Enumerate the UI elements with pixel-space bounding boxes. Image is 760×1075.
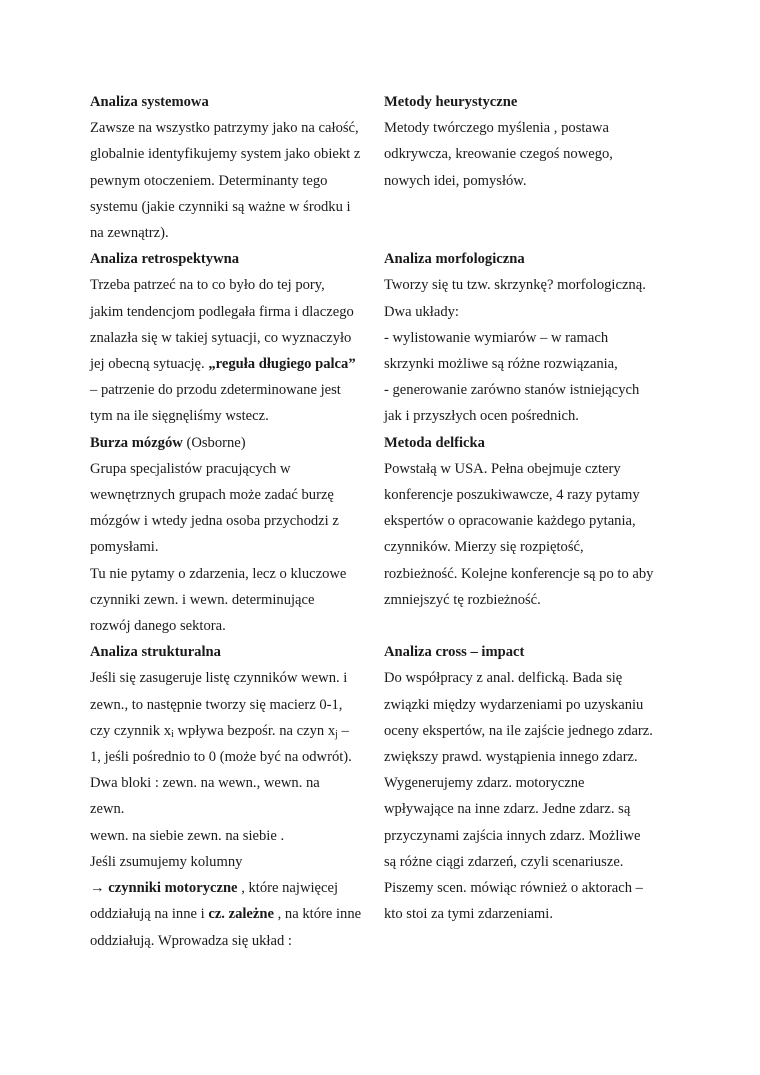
text-line: - generowanie zarówno stanów istniejących <box>384 382 640 399</box>
spacer <box>384 220 676 246</box>
text-line: związki między wydarzeniami po uzyskaniu <box>384 696 644 713</box>
text-line: konferencje poszukiwawcze, 4 razy pytamy <box>384 487 640 504</box>
text-line: Piszemy scen. mówiąc również o aktorach – <box>384 880 643 897</box>
left-column <box>90 89 382 954</box>
text-run: jej obecną sytuację. <box>90 356 209 373</box>
text-line: rozbieżność. Kolejne konferencje są po to aby <box>384 565 654 582</box>
section-analiza-strukturalna <box>90 639 382 953</box>
text-line: znalazła się w takiej sytuacji, co wyznaczyło <box>90 329 352 346</box>
text-line: czynniki zewn. i wewn. determinujące <box>90 591 315 608</box>
text-line: - wylistowanie wymiarów – w ramach <box>384 329 609 346</box>
section-heading: Analiza retrospektywna <box>90 251 240 268</box>
text-line <box>90 351 382 377</box>
text-line: czynników. Mierzy się rozpiętość, <box>384 539 584 556</box>
text-line: Dwa układy: <box>384 303 459 320</box>
bold-term: „reguła długiego palca” <box>208 356 356 373</box>
text-line: zewn. <box>90 801 125 818</box>
section-heading: Analiza cross – impact <box>384 644 525 661</box>
text-line: Grupa specjalistów pracujących w <box>90 460 291 477</box>
text-line <box>90 875 382 901</box>
text-line: jak i przyszłych ocen pośrednich. <box>384 408 579 425</box>
spacer <box>384 194 676 220</box>
text-line: pewnym otoczeniem. Determinanty tego <box>90 172 328 189</box>
text-line: wewn. na siebie zewn. na siebie . <box>90 827 285 844</box>
text-line: kto stoi za tymi zdarzeniami. <box>384 906 553 923</box>
section-heading: Analiza morfologiczna <box>384 251 525 268</box>
text-line: Jeśli zsumujemy kolumny <box>90 853 243 870</box>
section-metoda-delficka <box>384 430 676 640</box>
subscript-j: j <box>335 728 338 740</box>
text-line: jakim tendencjom podlegała firma i dlaczego <box>90 303 354 320</box>
text-line: mózgów i wtedy jedna osoba przychodzi z <box>90 513 339 530</box>
text-line: Trzeba patrzeć na to co było do tej pory, <box>90 277 325 294</box>
spacer <box>384 613 676 639</box>
text-line <box>90 901 382 927</box>
arrow-icon: → <box>90 880 105 897</box>
text-line: Wygenerujemy zdarz. motoryczne <box>384 775 585 792</box>
text-run: czy czynnik x <box>90 722 172 739</box>
text-line: ekspertów o opracowanie każdego pytania, <box>384 513 636 530</box>
section-heading <box>90 430 382 456</box>
section-heading: Analiza systemowa <box>90 94 209 110</box>
text-line: Do współpracy z anal. delficką. Bada się <box>384 670 623 687</box>
section-heading: Analiza strukturalna <box>90 644 221 661</box>
text-line: skrzynki możliwe są różne rozwiązania, <box>384 356 618 372</box>
text-line: na zewnątrz). <box>90 225 169 242</box>
text-line: pomysłami. <box>90 539 159 556</box>
text-line: 1, jeśli pośrednio to 0 (może być na odwrót). <box>90 749 352 766</box>
section-analiza-cross-impact <box>384 639 676 927</box>
section-analiza-retrospektywna <box>90 246 382 429</box>
subscript-i: i <box>171 728 174 740</box>
text-line: wewnętrznych grupach może zadać burzę <box>90 487 334 504</box>
text-line: Metody twórczego myślenia , postawa <box>384 120 609 137</box>
text-line: przyczynami zajścia innych zdarz. Możliwe <box>384 827 641 844</box>
text-line: oddziałują. Wprowadza się układ : <box>90 932 292 949</box>
section-metody-heurystyczne <box>384 89 676 246</box>
text-line: Dwa bloki : zewn. na wewn., wewn. na <box>90 775 320 792</box>
text-line: systemu (jakie czynniki są ważne w środku i <box>90 198 351 215</box>
heading-bold: Burza mózgów <box>90 434 183 451</box>
text-run: oddziałują na inne i <box>90 906 209 923</box>
text-line: Tu nie pytamy o zdarzenia, lecz o kluczowe <box>90 565 347 582</box>
section-burza-mozgow <box>90 430 382 640</box>
text-run: wpływa bezpośr. na czyn x <box>173 722 336 739</box>
text-line: rozwój danego sektora. <box>90 618 226 635</box>
text-line: wpływające na inne zdarz. Jedne zdarz. są <box>384 801 631 818</box>
text-line: odkrywcza, kreowanie czegoś nowego, <box>384 146 613 163</box>
text-line: Zawsze na wszystko patrzymy jako na całość, <box>90 120 359 137</box>
text-line: zmniejszyć tę rozbieżność. <box>384 591 541 608</box>
text-line: globalnie identyfikujemy system jako obiekt z <box>90 146 361 163</box>
text-line: Jeśli się zasugeruje listę czynników wewn. i <box>90 670 348 687</box>
right-column <box>384 89 676 927</box>
heading-suffix: (Osborne) <box>182 434 246 451</box>
bold-term: cz. zależne <box>208 906 274 923</box>
text-run: , na które inne <box>273 906 362 923</box>
text-line: nowych idei, pomysłów. <box>384 172 527 189</box>
text-line <box>90 718 382 744</box>
section-analiza-systemowa <box>90 89 382 246</box>
section-analiza-morfologiczna <box>384 246 676 429</box>
text-line: zewn., to następnie tworzy się macierz 0-1, <box>90 696 343 713</box>
text-run: , które najwięcej <box>237 880 339 897</box>
text-line: – patrzenie do przodu zdeterminowane jest <box>90 382 341 399</box>
text-line: są różne ciągi zdarzeń, czyli scenariusze. <box>384 853 624 870</box>
text-line: Powstałą w USA. Pełna obejmuje cztery <box>384 460 621 477</box>
section-heading: Metody heurystyczne <box>384 94 518 110</box>
text-line: Tworzy się tu tzw. skrzynkę? morfologiczną. <box>384 277 646 294</box>
text-run: – <box>337 722 349 739</box>
text-line: tym na ile sięgnęliśmy wstecz. <box>90 408 269 425</box>
section-heading: Metoda delficka <box>384 434 485 451</box>
bold-term: czynniki motoryczne <box>104 880 238 897</box>
text-line: oceny ekspertów, na ile zajście jednego zdarz. <box>384 722 653 739</box>
text-line: zwiększy prawd. wystąpienia innego zdarz. <box>384 749 638 766</box>
